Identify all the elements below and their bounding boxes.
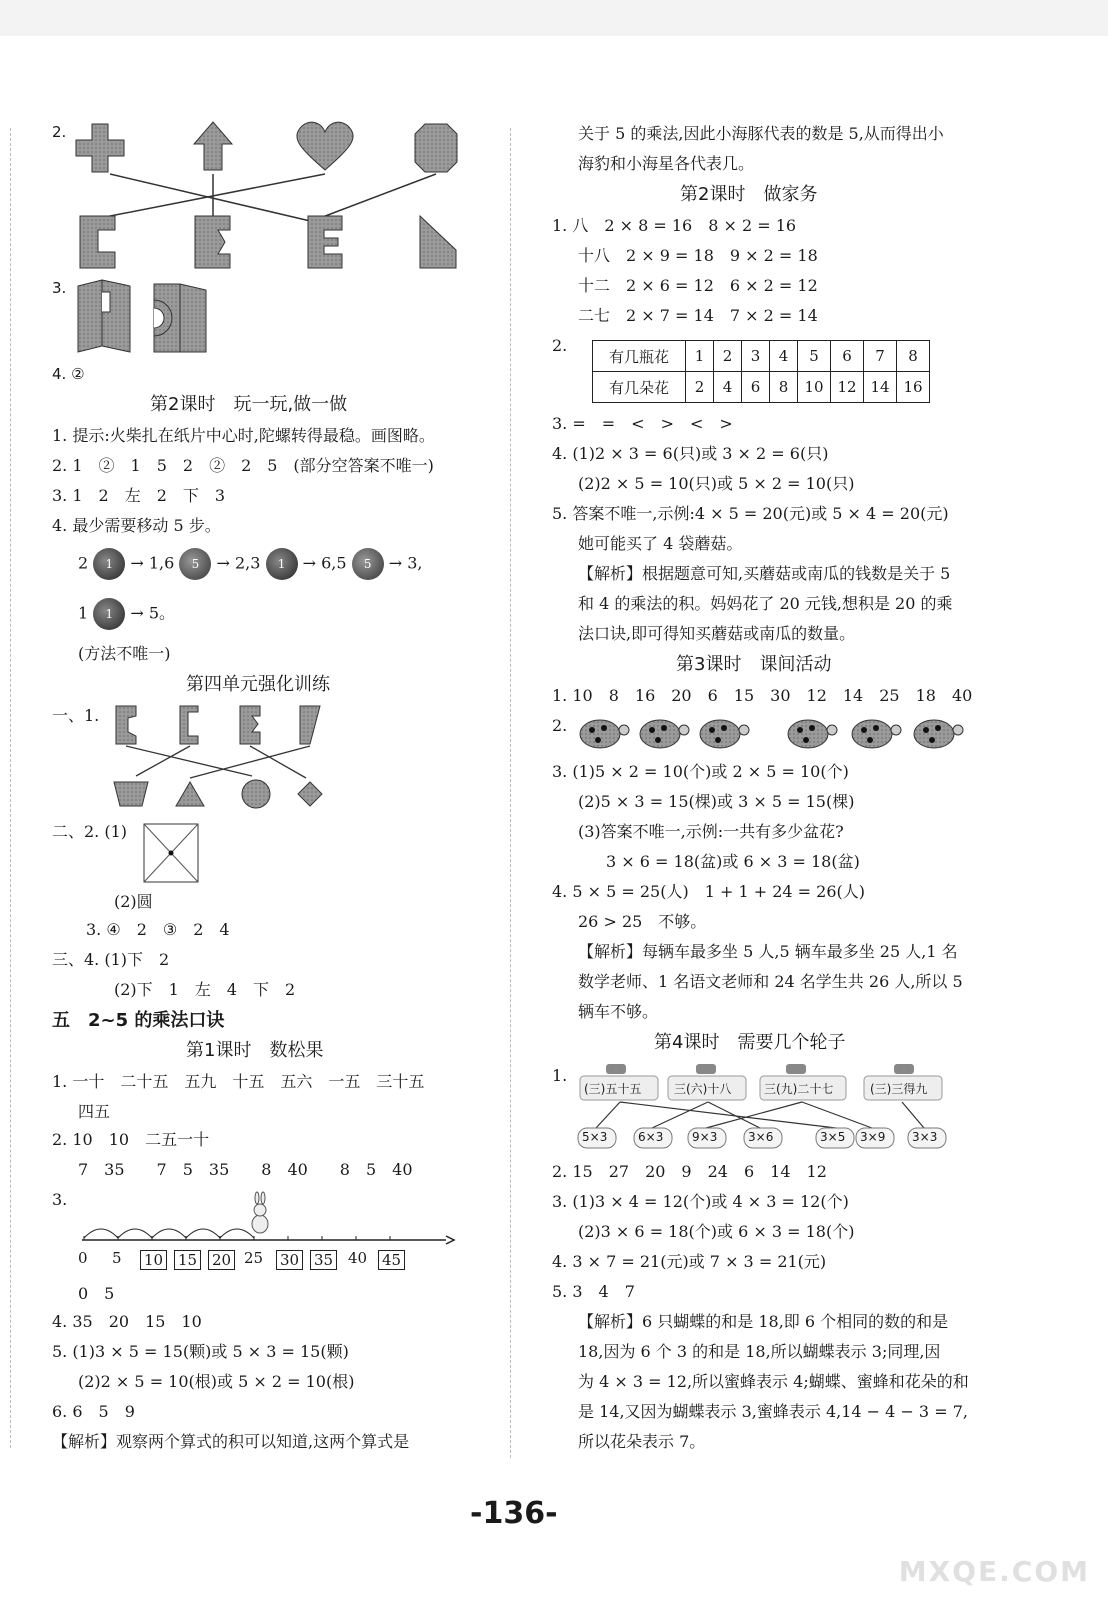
u4-q2-part2: (2)圆	[114, 892, 153, 911]
question-4-answer: 4. ②	[52, 365, 85, 383]
number-line-figure	[70, 1190, 460, 1250]
wheel-bottom-label: 9×3	[692, 1130, 718, 1144]
answer-k3d: 3 × 6 = 18(盆)或 6 × 3 = 18(盆)	[606, 852, 860, 871]
analysis-w-1: 【解析】6 只蝴蝶的和是 18,即 6 个相同的数的和是	[578, 1312, 949, 1331]
answer-w2: 2. 15 27 20 9 24 6 14 12	[552, 1162, 827, 1181]
answer-h5b: 她可能买了 4 袋蘑菇。	[578, 534, 743, 553]
table-cell: 1	[686, 341, 714, 372]
table-row	[593, 341, 930, 372]
answer-s5b: (2)2 × 5 = 10(根)或 5 × 2 = 10(根)	[78, 1372, 355, 1391]
lesson4-title: 第4课时 需要几个轮子	[654, 1032, 846, 1053]
wheel-top-label: 三(九)二十七	[764, 1082, 834, 1096]
question-3-label: 3.	[52, 279, 67, 297]
table-cell: 3	[742, 341, 770, 372]
coin-step-text: → 1,6	[130, 553, 175, 573]
table-cell: 6	[742, 372, 770, 403]
wheel-bottom-label: 3×5	[820, 1130, 846, 1144]
table-cell: 5	[798, 341, 831, 372]
page-number: -136-	[470, 1496, 558, 1531]
ladybug-icon	[580, 720, 629, 748]
unit4-matching-figure	[110, 702, 340, 814]
answer-h4: 4. (1)2 × 3 = 6(只)或 3 × 2 = 6(只)	[552, 444, 829, 463]
unit5-title: 五 2~5 的乘法口诀	[52, 1010, 225, 1031]
wheel-top-label: (三)五十五	[584, 1082, 642, 1096]
analysis-h-2: 和 4 的乘法的积。妈妈花了 20 元钱,想积是 20 的乘	[578, 594, 953, 613]
answer-s2: 2. 10 10 二五一十	[52, 1130, 210, 1149]
coin-5-icon: 5	[179, 548, 211, 580]
table-row-header: 有几朵花	[593, 372, 686, 403]
answer-w3b: (2)3 × 6 = 18(个)或 6 × 3 = 18(个)	[578, 1222, 855, 1241]
answer-k2-label: 2.	[552, 716, 568, 735]
table-cell: 14	[864, 372, 897, 403]
wheel-top-label: (三)三得九	[870, 1082, 928, 1096]
answer-w1-label: 1.	[552, 1066, 568, 1085]
ladybug-icon	[640, 720, 689, 748]
answer-h3: 3. = = < > < >	[552, 414, 733, 433]
wheel-bottom-labels	[576, 1130, 956, 1150]
analysis-h-1: 【解析】根据题意可知,买蘑菇或南瓜的钱数是关于 5	[578, 564, 951, 583]
wheel-bottom-label: 3×3	[912, 1130, 938, 1144]
answer-w4: 4. 3 × 7 = 21(元)或 7 × 3 = 21(元)	[552, 1252, 827, 1271]
answer-h4b: (2)2 × 5 = 10(只)或 5 × 2 = 10(只)	[578, 474, 855, 493]
answer-s5: 5. (1)3 × 5 = 15(颗)或 5 × 3 = 15(颗)	[52, 1342, 349, 1361]
table-cell: 8	[897, 341, 930, 372]
analysis-w-4: 是 14,又因为蝴蝶表示 3,蜜蜂表示 4,14 − 4 − 3 = 7,	[578, 1402, 968, 1421]
analysis-w-3: 为 4 × 3 = 12,所以蜜蜂表示 4;蝴蝶、蜜蜂和花朵的和	[578, 1372, 969, 1391]
coin-1-icon: 1	[93, 598, 125, 630]
left-margin-rule	[10, 128, 11, 1448]
analysis-k-1: 【解析】每辆车最多坐 5 人,5 辆车最多坐 25 人,1 名	[578, 942, 958, 961]
answer-l2-2: 2. 1 ② 1 5 2 ② 2 5 (部分空答案不唯一)	[52, 456, 434, 475]
coin-step-text: 2	[78, 553, 89, 573]
table-cell: 8	[770, 372, 798, 403]
table-cell: 4	[770, 341, 798, 372]
answer-s4: 4. 35 20 15 10	[52, 1312, 202, 1331]
analysis-w-2: 18,因为 6 个 3 的和是 18,所以蝴蝶表示 3;同理,因	[578, 1342, 941, 1361]
wheel-bottom-label: 3×6	[748, 1130, 774, 1144]
ladybug-row-figure	[576, 712, 976, 752]
table-cell: 7	[864, 341, 897, 372]
ladybug-icon	[852, 720, 901, 748]
wheel-bottom-label: 5×3	[582, 1130, 608, 1144]
wheel-top-labels	[576, 1080, 956, 1100]
table-cell: 2	[714, 341, 742, 372]
coin-step-text: → 6,5	[302, 553, 347, 573]
top-scan-band	[0, 0, 1108, 36]
flower-table	[592, 340, 930, 403]
u4-q2-label: 二、2. (1)	[52, 822, 128, 841]
coin-step-text: → 3,	[388, 553, 423, 573]
answer-s6: 6. 6 5 9	[52, 1402, 135, 1421]
answer-w5: 5. 3 4 7	[552, 1282, 635, 1301]
answer-h1c: 十二 2 × 6 = 12 6 × 2 = 12	[578, 276, 818, 295]
answer-h1b: 十八 2 × 9 = 18 9 × 2 = 18	[578, 246, 818, 265]
answer-l2-4: 4. 最少需要移动 5 步。	[52, 516, 221, 535]
r-continue-1: 关于 5 的乘法,因此小海豚代表的数是 5,从而得出小	[578, 124, 944, 143]
method-note: (方法不唯一)	[78, 644, 171, 663]
coin-row-1	[78, 548, 423, 580]
analysis-k-3: 辆车不够。	[578, 1002, 659, 1021]
coin-step-text: → 2,3	[216, 553, 261, 573]
answer-s3-label: 3.	[52, 1190, 68, 1209]
ladybug-icon	[788, 720, 837, 748]
table-row	[593, 372, 930, 403]
unit4-training-title: 第四单元强化训练	[186, 674, 330, 695]
answer-k1: 1. 10 8 16 20 6 15 30 12 14 25 18 40	[552, 686, 973, 705]
answer-w3: 3. (1)3 × 4 = 12(个)或 4 × 3 = 12(个)	[552, 1192, 849, 1211]
answer-h1d: 二七 2 × 7 = 14 7 × 2 = 14	[578, 306, 818, 325]
ladybug-icon	[700, 720, 749, 748]
answer-k4b: 26 > 25 不够。	[578, 912, 707, 931]
answer-k3: 3. (1)5 × 2 = 10(个)或 2 × 5 = 10(个)	[552, 762, 849, 781]
folded-paper-figure	[74, 276, 214, 356]
coin-1-icon: 1	[266, 548, 298, 580]
u4-q4: 三、4. (1)下 2	[52, 950, 170, 969]
answer-k3b: (2)5 × 3 = 15(棵)或 3 × 5 = 15(棵)	[578, 792, 855, 811]
lesson1-title: 第1课时 数松果	[186, 1040, 324, 1061]
wheel-bottom-label: 6×3	[638, 1130, 664, 1144]
answer-l2-1: 1. 提示:火柴扎在纸片中心时,陀螺转得最稳。画图略。	[52, 426, 435, 445]
answer-h5: 5. 答案不唯一,示例:4 × 5 = 20(元)或 5 × 4 = 20(元)	[552, 504, 949, 523]
table-cell: 6	[831, 341, 864, 372]
wheel-top-label: 三(六)十八	[674, 1082, 732, 1096]
answer-s1b: 四五	[78, 1102, 111, 1121]
lesson3-title: 第3课时 课间活动	[676, 654, 832, 675]
answer-h2-label: 2.	[552, 336, 568, 355]
wheel-bottom-label: 3×9	[860, 1130, 886, 1144]
ladybug-icon	[914, 720, 963, 748]
question-2-label: 2.	[52, 123, 67, 141]
answer-h1: 1. 八 2 × 8 = 16 8 × 2 = 16	[552, 216, 797, 235]
coin-step-text: → 5。	[130, 603, 176, 623]
table-cell: 16	[897, 372, 930, 403]
answer-s2b: 7 35 7 5 35 8 40 8 5 40	[78, 1160, 413, 1179]
u4-q1-label: 一、1.	[52, 706, 100, 725]
answer-s3b: 0 5	[78, 1284, 115, 1303]
answer-k3c: (3)答案不唯一,示例:一共有多少盆花?	[578, 822, 844, 841]
rabbit-icon	[252, 1192, 268, 1233]
coin-row-2	[78, 598, 175, 630]
answer-s1: 1. 一十 二十五 五九 十五 五六 一五 三十五	[52, 1072, 425, 1091]
table-cell: 2	[686, 372, 714, 403]
answer-l2-3: 3. 1 2 左 2 下 3	[52, 486, 226, 505]
u4-q4-part2: (2)下 1 左 4 下 2	[114, 980, 296, 999]
analysis-w-5: 所以花朵表示 7。	[578, 1432, 706, 1451]
table-cell: 4	[714, 372, 742, 403]
u4-q3: 3. ④ 2 ③ 2 4	[86, 920, 230, 939]
analysis-h-3: 法口诀,即可得知买蘑菇或南瓜的数量。	[578, 624, 856, 643]
table-cell: 12	[831, 372, 864, 403]
r-continue-2: 海豹和小海星各代表几。	[578, 154, 755, 173]
lesson2-title-right: 第2课时 做家务	[680, 184, 818, 205]
column-divider	[510, 128, 511, 1458]
answer-s-note: 【解析】观察两个算式的积可以知道,这两个算式是	[52, 1432, 410, 1451]
answer-k4: 4. 5 × 5 = 25(人) 1 + 1 + 24 = 26(人)	[552, 882, 866, 901]
shape-matching-figure	[70, 118, 470, 274]
coin-1-icon: 1	[93, 548, 125, 580]
table-row-header: 有几瓶花	[593, 341, 686, 372]
table-cell: 10	[798, 372, 831, 403]
site-watermark: MXQE.COM	[898, 1555, 1090, 1588]
coin-5-icon: 5	[352, 548, 384, 580]
analysis-k-2: 数学老师、1 名语文老师和 24 名学生共 26 人,所以 5	[578, 972, 963, 991]
lesson2-title-left: 第2课时 玩一玩,做一做	[150, 394, 348, 415]
coin-step-text: 1	[78, 603, 89, 623]
pinwheel-square-figure	[142, 822, 200, 884]
